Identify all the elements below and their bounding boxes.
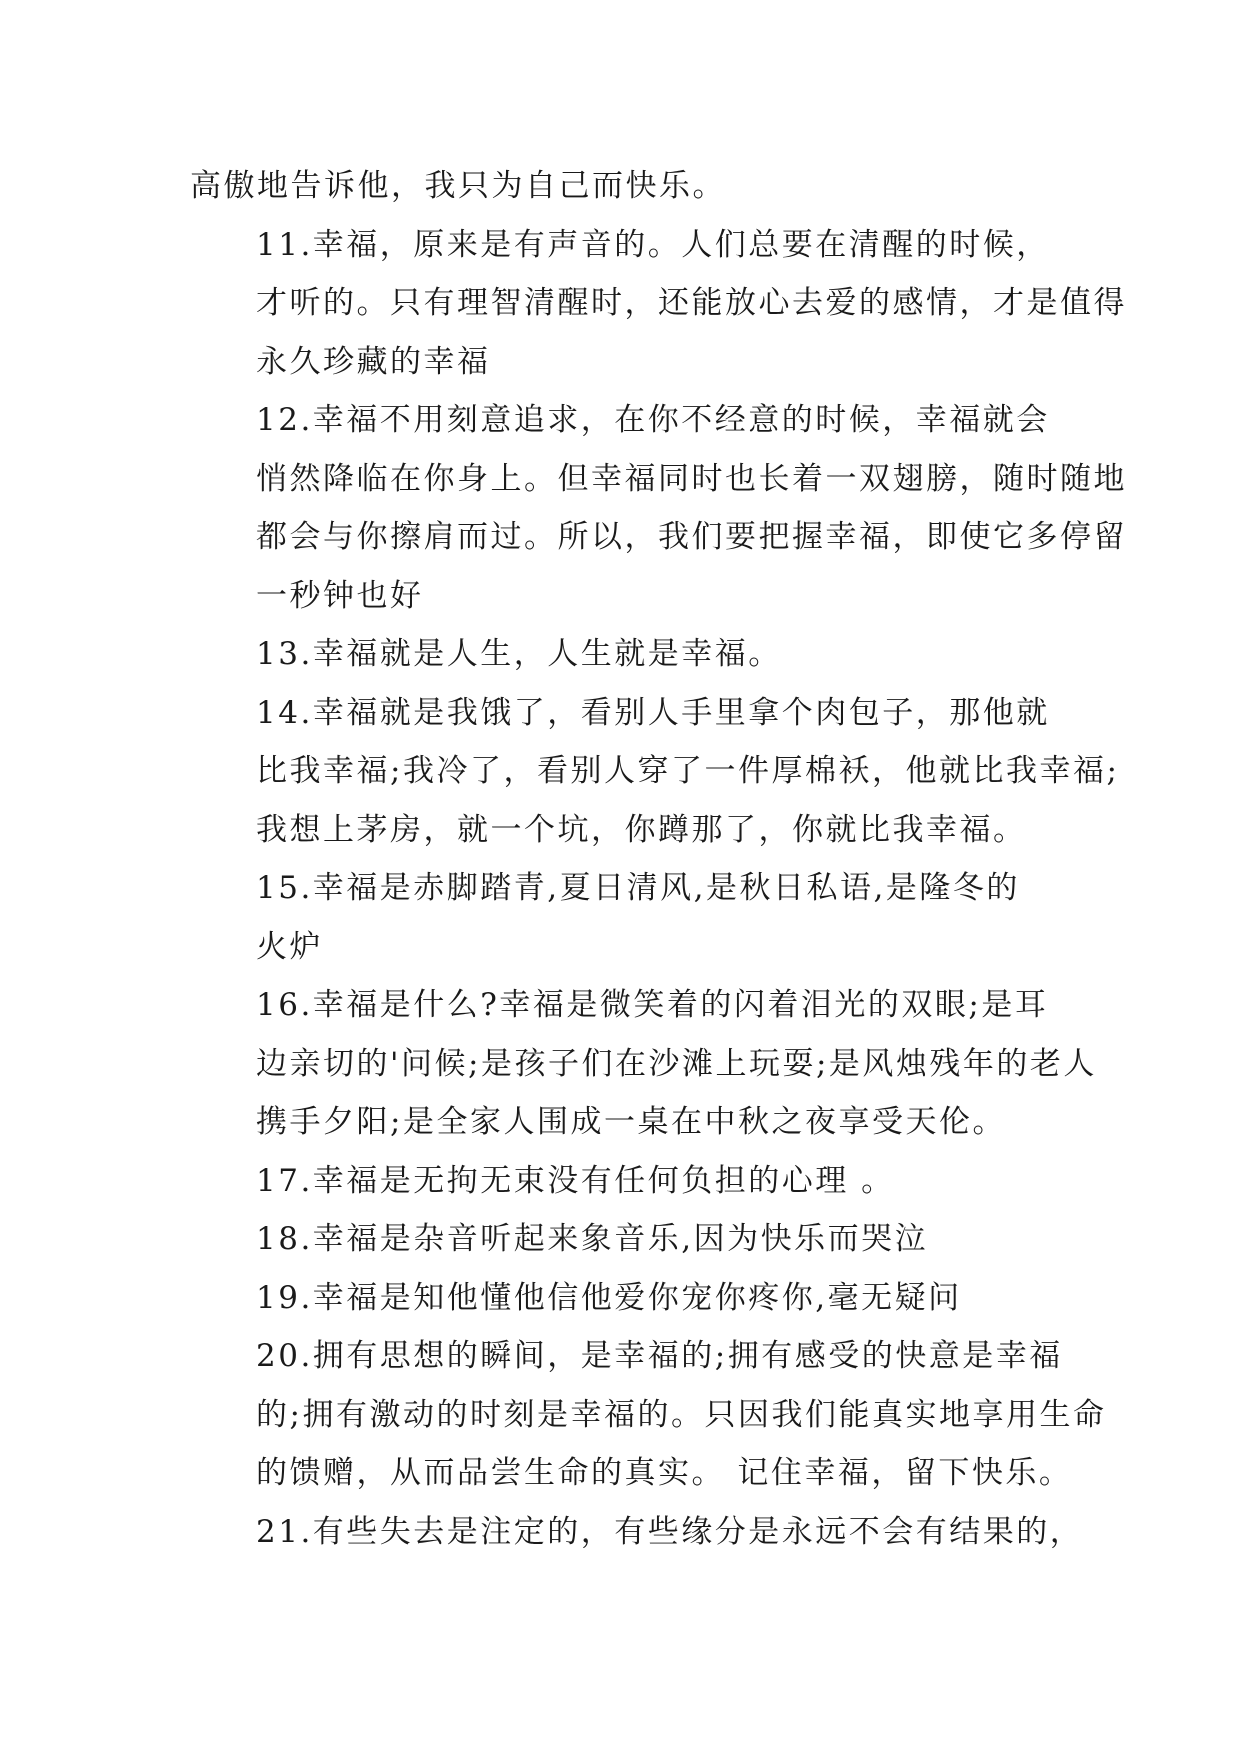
text-line: 16.幸福是什么?幸福是微笑着的闪着泪光的双眼;是耳: [256, 987, 1049, 1023]
text-line: 19.幸福是知他懂他信他爱你宠你疼你,毫无疑问: [256, 1279, 962, 1316]
paragraph: [190, 684, 1120, 860]
text-line: 悄然降临在你身上。但幸福同时也长着一双翅膀，随时随地: [256, 460, 1127, 497]
paragraph: [190, 1269, 1065, 1328]
paragraph: [190, 216, 1127, 392]
text-line: 高傲地告诉他，我只为自己而快乐。: [190, 168, 726, 204]
paragraph: [190, 1152, 1065, 1211]
text-line: 11.幸福，原来是有声音的。人们总要在清醒的时候，: [256, 226, 1050, 263]
text-line: 15.幸福是赤脚踏青,夏日清风,是秋日私语,是隆冬的: [256, 870, 1020, 906]
paragraph: [190, 391, 1127, 625]
document-body: [190, 157, 1127, 1561]
text-line: 12.幸福不用刻意追求，在你不经意的时候，幸福就会: [256, 402, 1050, 438]
paragraph: [190, 157, 1065, 216]
text-line: 14.幸福就是我饿了，看别人手里拿个肉包子，那他就: [256, 694, 1050, 731]
text-line: 边亲切的'问候;是孩子们在沙滩上玩耍;是风烛残年的老人: [256, 1045, 1097, 1082]
paragraph: [190, 859, 1065, 976]
text-line: 的;拥有激动的时刻是幸福的。只因我们能真实地享用生命: [256, 1396, 1107, 1433]
text-line: 才听的。只有理智清醒时，还能放心去爱的感情，才是值得: [256, 285, 1127, 321]
paragraph: [190, 976, 1097, 1152]
text-line: 都会与你擦肩而过。所以，我们要把握幸福，即使它多停留: [256, 519, 1127, 555]
text-line: 永久珍藏的幸福: [256, 343, 491, 380]
text-line: 我想上茅房，就一个坑，你蹲那了，你就比我幸福。: [256, 811, 1027, 848]
text-line: 比我幸福;我冷了，看别人穿了一件厚棉袄，他就比我幸福;: [256, 753, 1120, 789]
text-line: 20.拥有思想的瞬间，是幸福的;拥有感受的快意是幸福: [256, 1338, 1063, 1374]
text-line: 21.有些失去是注定的，有些缘分是永远不会有结果的，: [256, 1513, 1084, 1550]
text-line: 火炉: [256, 928, 323, 965]
text-line: 17.幸福是无拘无束没有任何负担的心理 。: [256, 1162, 895, 1199]
text-line: 的馈赠，从而品尝生命的真实。 记住幸福，留下快乐。: [256, 1455, 1073, 1491]
text-line: 携手夕阳;是全家人围成一桌在中秋之夜享受天伦。: [256, 1104, 1006, 1140]
paragraph: [190, 1503, 1084, 1562]
text-line: 一秒钟也好: [256, 577, 424, 614]
paragraph: [190, 1327, 1107, 1503]
text-line: 13.幸福就是人生，人生就是幸福。: [256, 636, 782, 672]
paragraph: [190, 625, 1065, 684]
text-line: 18.幸福是杂音听起来象音乐,因为快乐而哭泣: [256, 1221, 929, 1257]
paragraph: [190, 1210, 1065, 1269]
